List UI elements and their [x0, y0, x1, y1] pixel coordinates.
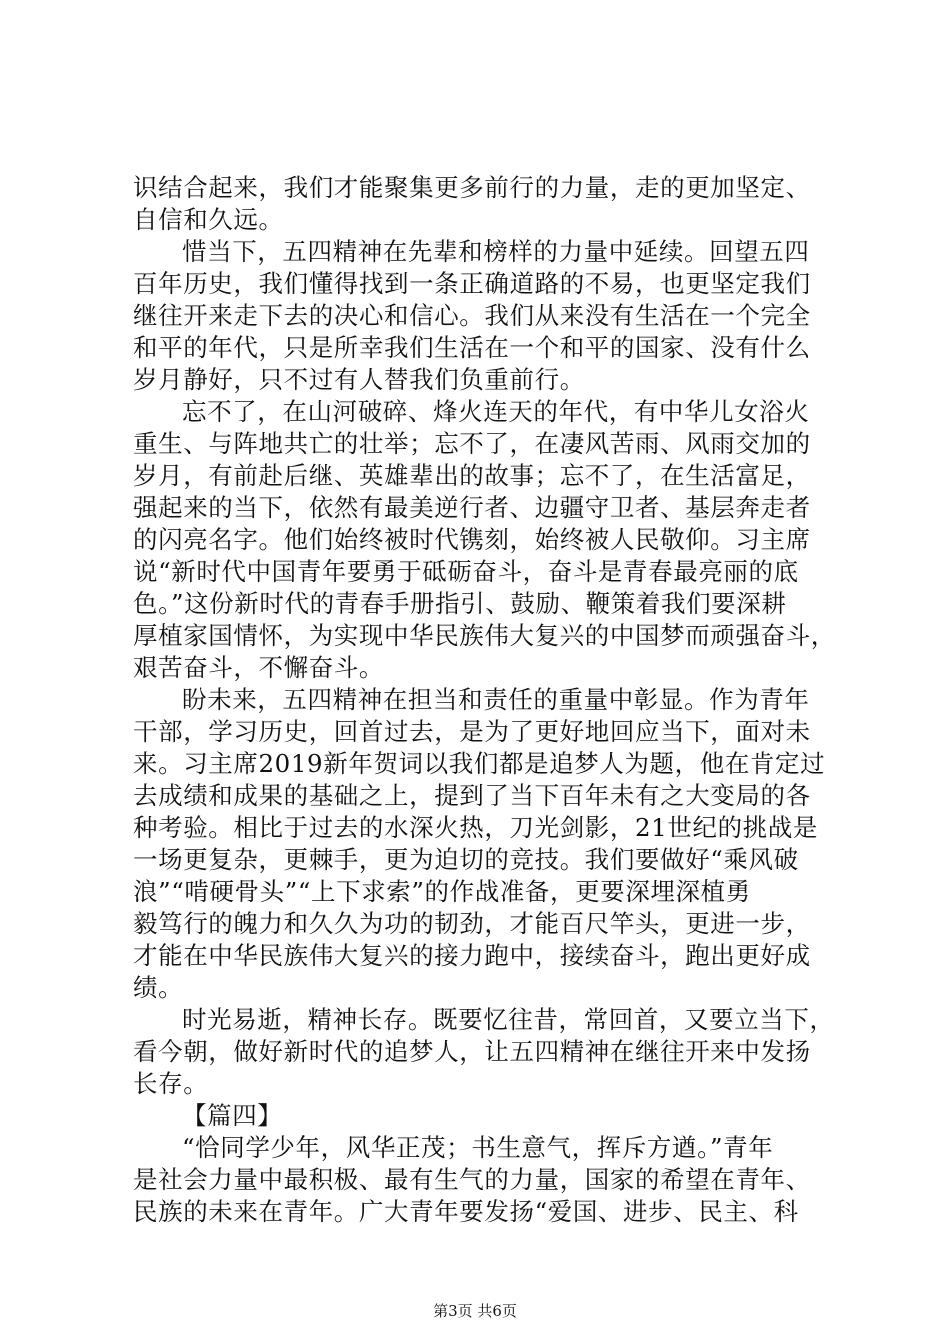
text-line: 继往开来走下去的决心和信心。我们从来没有生活在一个完全: [133, 301, 811, 330]
paragraph-first-line: 忘不了，在山河破碎、烽火连天的年代，有中华儿女浴火: [182, 397, 810, 426]
text-line: 说“新时代中国青年要勇于砥砺奋斗，奋斗是青春最亮丽的底: [133, 557, 799, 586]
paragraph-first-line: “恰同学少年，风华正茂；书生意气，挥斥方遒。”青年: [182, 1133, 774, 1162]
text-line: 和平的年代，只是所幸我们生活在一个和平的国家、没有什么: [133, 333, 811, 362]
text-line: 自信和久远。: [133, 205, 284, 234]
paragraph-first-line: 盼未来，五四精神在担当和责任的重量中彰显。作为青年: [182, 685, 810, 714]
text-line: 是社会力量中最积极、最有生气的力量，国家的希望在青年、: [133, 1165, 811, 1194]
paragraph-first-line: 惜当下，五四精神在先辈和榜样的力量中延续。回望五四: [182, 237, 810, 266]
text-line: 干部，学习历史，回首过去，是为了更好地回应当下，面对未: [133, 717, 811, 746]
text-line: 厚植家国情怀，为实现中华民族伟大复兴的中国梦而顽强奋斗，: [133, 621, 836, 650]
text-line: 百年历史，我们懂得找到一条正确道路的不易，也更坚定我们: [133, 269, 811, 298]
text-line: 色。”这份新时代的青春手册指引、鼓励、鞭策着我们要深耕: [133, 589, 787, 618]
paragraph-first-line: 时光易逝，精神长存。既要忆往昔，常回首，又要立当下，: [182, 1005, 835, 1034]
text-line: 一场更复杂，更棘手，更为迫切的竞技。我们要做好“乘风破: [133, 845, 799, 874]
text-line: 的闪亮名字。他们始终被时代镌刻，始终被人民敬仰。习主席: [133, 525, 811, 554]
text-line: 岁月，有前赴后继、英雄辈出的故事；忘不了，在生活富足，: [133, 461, 811, 490]
text-line: 艰苦奋斗，不懈奋斗。: [133, 653, 384, 682]
text-line: 强起来的当下，依然有最美逆行者、边疆守卫者、基层奔走者: [133, 493, 811, 522]
text-line: 来。习主席2019新年贺词以我们都是追梦人为题，他在肯定过: [133, 749, 826, 778]
text-line: 毅笃行的魄力和久久为功的韧劲，才能百尺竿头，更进一步，: [133, 909, 811, 938]
text-line: 种考验。相比于过去的水深火热，刀光剑影，21世纪的挑战是: [133, 813, 818, 842]
page-footer: 第3页 共6页: [433, 1302, 517, 1320]
text-line: 去成绩和成果的基础之上，提到了当下百年未有之大变局的各: [133, 781, 811, 810]
text-line: 识结合起来，我们才能聚集更多前行的力量，走的更加坚定、: [133, 173, 811, 202]
text-line: 才能在中华民族伟大复兴的接力跑中，接续奋斗，跑出更好成: [133, 941, 811, 970]
text-line: 民族的未来在青年。广大青年要发扬“爱国、进步、民主、科: [133, 1197, 799, 1226]
section-heading: 【篇四】: [182, 1101, 283, 1130]
text-line: 岁月静好，只不过有人替我们负重前行。: [133, 365, 585, 394]
text-line: 看今朝，做好新时代的追梦人，让五四精神在继往开来中发扬: [133, 1037, 811, 1066]
text-line: 长存。: [133, 1069, 209, 1098]
text-line: 浪”“啃硬骨头”“上下求索”的作战准备，更要深埋深植勇: [133, 877, 751, 906]
text-line: 绩。: [133, 973, 184, 1002]
text-line: 重生、与阵地共亡的壮举；忘不了，在凄风苦雨、风雨交加的: [133, 429, 811, 458]
